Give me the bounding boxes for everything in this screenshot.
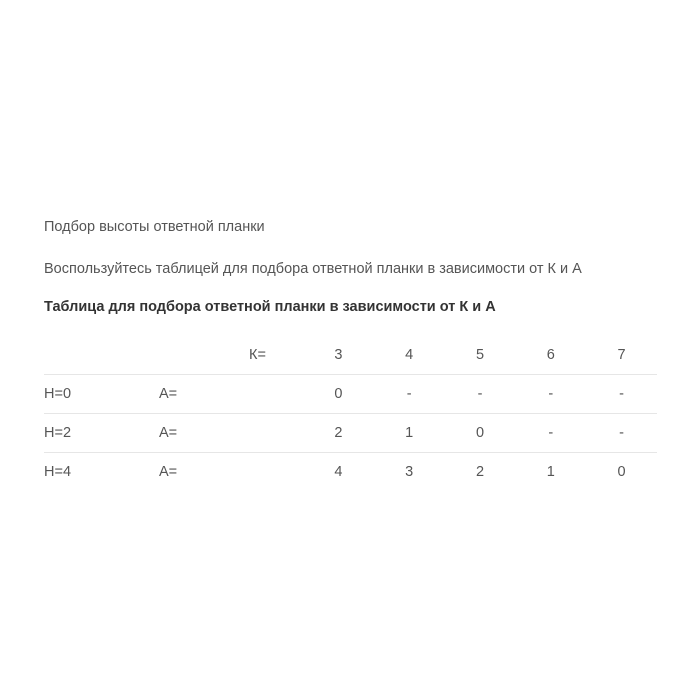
a-value-cell: 2 xyxy=(303,414,374,453)
a-value-cell: 0 xyxy=(303,375,374,414)
k-label-cell: К= xyxy=(249,347,266,363)
a-value-cell: - xyxy=(586,375,657,414)
table-row xyxy=(44,453,657,492)
description-text: Воспользуйтесь таблицей для подбора ответной планки в зависимости от К и А xyxy=(44,261,582,277)
a-value-cell: 0 xyxy=(586,453,657,492)
table-row xyxy=(44,414,657,453)
ka-table xyxy=(44,336,657,491)
empty-cell xyxy=(249,375,303,414)
a-value-cell: - xyxy=(374,375,445,414)
a-value-cell: - xyxy=(586,414,657,453)
page-heading: Подбор высоты ответной планки xyxy=(44,219,265,235)
k-value-cell: 7 xyxy=(617,347,626,363)
empty-cell xyxy=(249,414,303,453)
table-row xyxy=(44,375,657,414)
empty-cell xyxy=(159,336,249,375)
table-header-row xyxy=(44,336,657,375)
a-value-cell: 4 xyxy=(303,453,374,492)
a-label-cell: А= xyxy=(159,414,249,453)
k-value-cell: 5 xyxy=(475,347,485,363)
a-value-cell: - xyxy=(515,414,586,453)
a-value-cell: - xyxy=(445,375,516,414)
a-label-cell: А= xyxy=(159,375,249,414)
a-value-cell: 1 xyxy=(515,453,586,492)
h-label-cell: Н=0 xyxy=(44,375,159,414)
h-label-cell: Н=2 xyxy=(44,414,159,453)
a-value-cell: 1 xyxy=(374,414,445,453)
a-value-cell: 3 xyxy=(374,453,445,492)
k-value-cell: 6 xyxy=(546,347,555,363)
empty-cell xyxy=(44,336,159,375)
a-value-cell: 2 xyxy=(445,453,516,492)
k-value-cell: 4 xyxy=(405,347,414,363)
article-content xyxy=(44,217,657,491)
k-value-cell: 3 xyxy=(334,347,343,363)
table-title: Таблица для подбора ответной планки в зависимости от К и А xyxy=(44,299,496,315)
empty-cell xyxy=(249,453,303,492)
a-label-cell: А= xyxy=(159,453,249,492)
a-value-cell: - xyxy=(515,375,586,414)
h-label-cell: Н=4 xyxy=(44,453,159,492)
a-value-cell: 0 xyxy=(445,414,516,453)
